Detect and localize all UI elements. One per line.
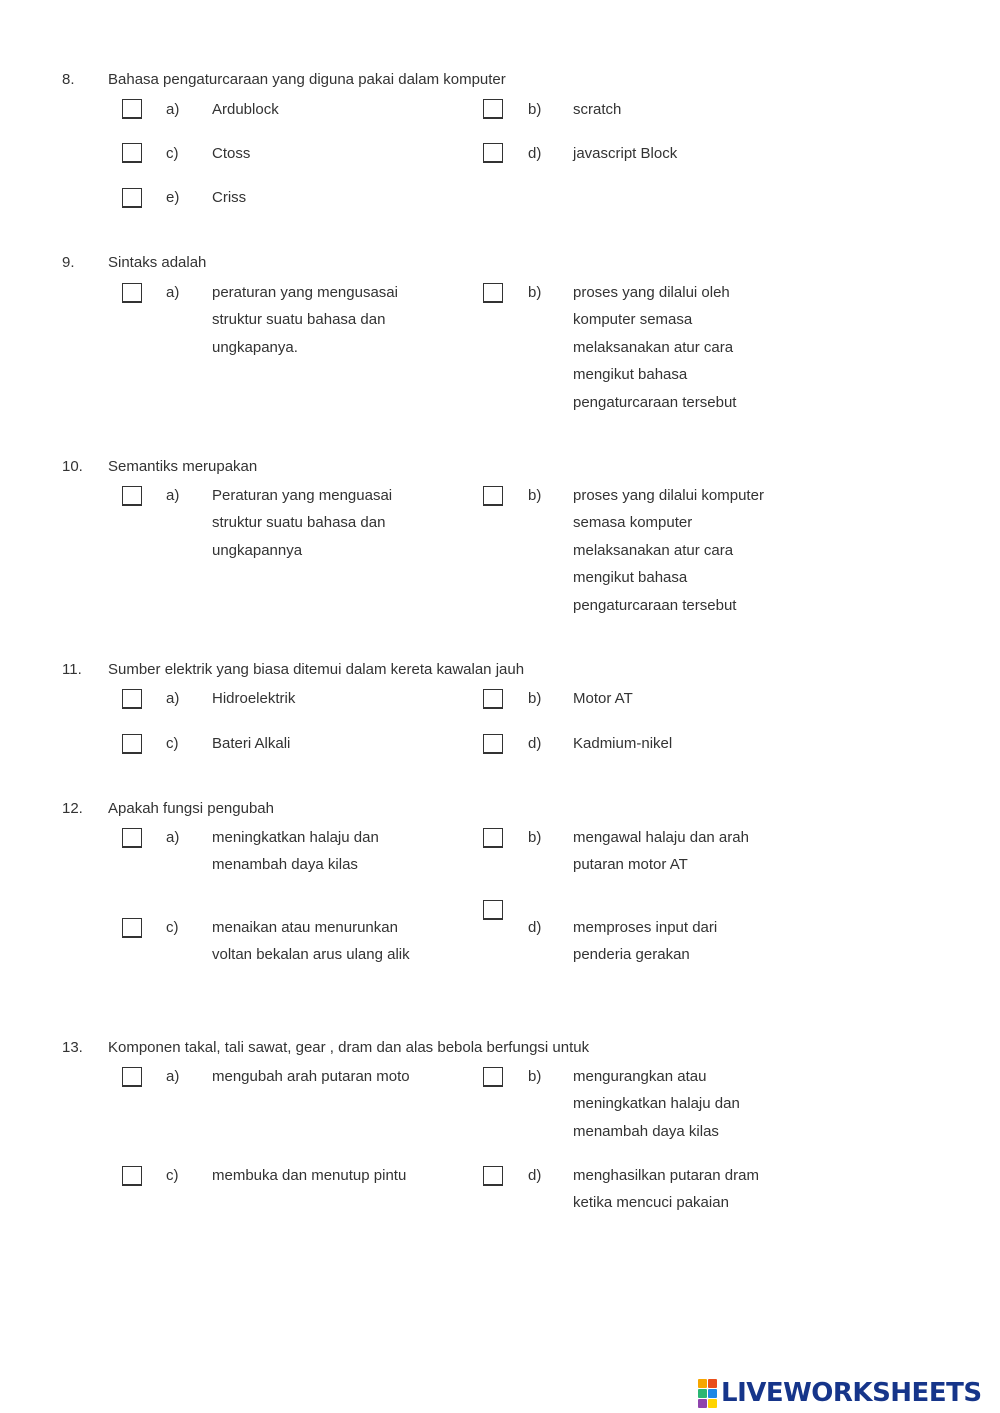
question-text: Sintaks adalah (108, 254, 207, 271)
checkbox-q13-d[interactable] (483, 1166, 503, 1186)
option-text: Motor AT (573, 690, 633, 707)
checkbox-q12-a[interactable] (122, 828, 142, 848)
question-number: 12. (62, 800, 83, 817)
option-letter: d) (528, 919, 542, 936)
option-letter: a) (166, 284, 180, 301)
option-text: javascript Block (573, 145, 678, 162)
checkbox-q12-d[interactable] (483, 900, 503, 920)
checkbox-q9-b[interactable] (483, 283, 503, 303)
option-text: memproses input dari penderia gerakan (573, 919, 718, 964)
option-letter: d) (528, 145, 542, 162)
checkbox-q13-b[interactable] (483, 1067, 503, 1087)
checkbox-q11-c[interactable] (122, 734, 142, 754)
option-letter: c) (166, 1167, 179, 1184)
option-text: membuka dan menutup pintu (212, 1167, 407, 1184)
option-text: menaikan atau menurunkan voltan bekalan arus ulang alik (212, 919, 410, 964)
checkbox-q8-b[interactable] (483, 99, 503, 119)
option-letter: c) (166, 145, 179, 162)
checkbox-q9-a[interactable] (122, 283, 142, 303)
option-text: meningkatkan halaju dan menambah daya kilas (212, 829, 379, 874)
brand-name: LIVEWORKSHEETS (721, 1378, 982, 1408)
option-letter: b) (528, 284, 542, 301)
option-letter: d) (528, 735, 542, 752)
option-text: Hidroelektrik (212, 690, 296, 707)
question-number: 9. (62, 254, 75, 271)
option-letter: c) (166, 735, 179, 752)
checkbox-q8-c[interactable] (122, 143, 142, 163)
question-text: Semantiks merupakan (108, 458, 258, 475)
question-text: Komponen takal, tali sawat, gear , dram dan alas bebola berfungsi untuk (108, 1039, 590, 1056)
option-text: peraturan yang mengusasai struktur suatu bahasa dan ungkapanya. (212, 284, 398, 356)
liveworksheets-logo-icon (698, 1379, 717, 1408)
option-text: Criss (212, 189, 247, 206)
option-text: Peraturan yang menguasai struktur suatu bahasa dan ungkapannya (212, 487, 393, 559)
checkbox-q11-d[interactable] (483, 734, 503, 754)
question-text: Bahasa pengaturcaraan yang diguna pakai dalam komputer (108, 71, 506, 88)
option-letter: b) (528, 829, 542, 846)
checkbox-q11-b[interactable] (483, 689, 503, 709)
option-letter: b) (528, 487, 542, 504)
checkbox-q8-d[interactable] (483, 143, 503, 163)
option-letter: e) (166, 189, 180, 206)
liveworksheets-logo (698, 1376, 982, 1410)
option-text: Ctoss (212, 145, 251, 162)
option-letter: c) (166, 919, 179, 936)
option-letter: a) (166, 1068, 180, 1085)
checkbox-q8-e[interactable] (122, 188, 142, 208)
option-text: Ardublock (212, 101, 279, 118)
option-text: mengurangkan atau meningkatkan halaju dan menambah daya kilas (573, 1068, 740, 1140)
option-text: Bateri Alkali (212, 735, 291, 752)
question-number: 10. (62, 458, 83, 475)
question-number: 13. (62, 1039, 83, 1056)
option-text: scratch (573, 101, 622, 118)
option-letter: a) (166, 829, 180, 846)
checkbox-q12-c[interactable] (122, 918, 142, 938)
checkbox-q10-a[interactable] (122, 486, 142, 506)
option-letter: d) (528, 1167, 542, 1184)
option-text: proses yang dilalui oleh komputer semasa melaksanakan atur cara mengikut bahasa pengaturcaraan tersebut (573, 284, 737, 411)
option-text: menghasilkan putaran dram ketika mencuci pakaian (573, 1167, 759, 1212)
question-number: 8. (62, 71, 75, 88)
option-letter: b) (528, 1068, 542, 1085)
option-letter: a) (166, 101, 180, 118)
option-letter: a) (166, 487, 180, 504)
question-text: Apakah fungsi pengubah (108, 800, 274, 817)
checkbox-q11-a[interactable] (122, 689, 142, 709)
question-number: 11. (62, 661, 82, 678)
checkbox-q13-c[interactable] (122, 1166, 142, 1186)
option-text: Kadmium-nikel (573, 735, 673, 752)
option-text: proses yang dilalui komputer semasa komputer melaksanakan atur cara mengikut bahasa pengaturcaraan tersebut (573, 487, 764, 614)
option-text: mengawal halaju dan arah putaran motor AT (573, 829, 749, 874)
checkbox-q13-a[interactable] (122, 1067, 142, 1087)
option-letter: b) (528, 690, 542, 707)
option-letter: b) (528, 101, 542, 118)
checkbox-q10-b[interactable] (483, 486, 503, 506)
checkbox-q12-b[interactable] (483, 828, 503, 848)
question-text: Sumber elektrik yang biasa ditemui dalam kereta kawalan jauh (108, 661, 525, 678)
option-letter: a) (166, 690, 180, 707)
checkbox-q8-a[interactable] (122, 99, 142, 119)
option-text: mengubah arah putaran moto (212, 1068, 410, 1085)
